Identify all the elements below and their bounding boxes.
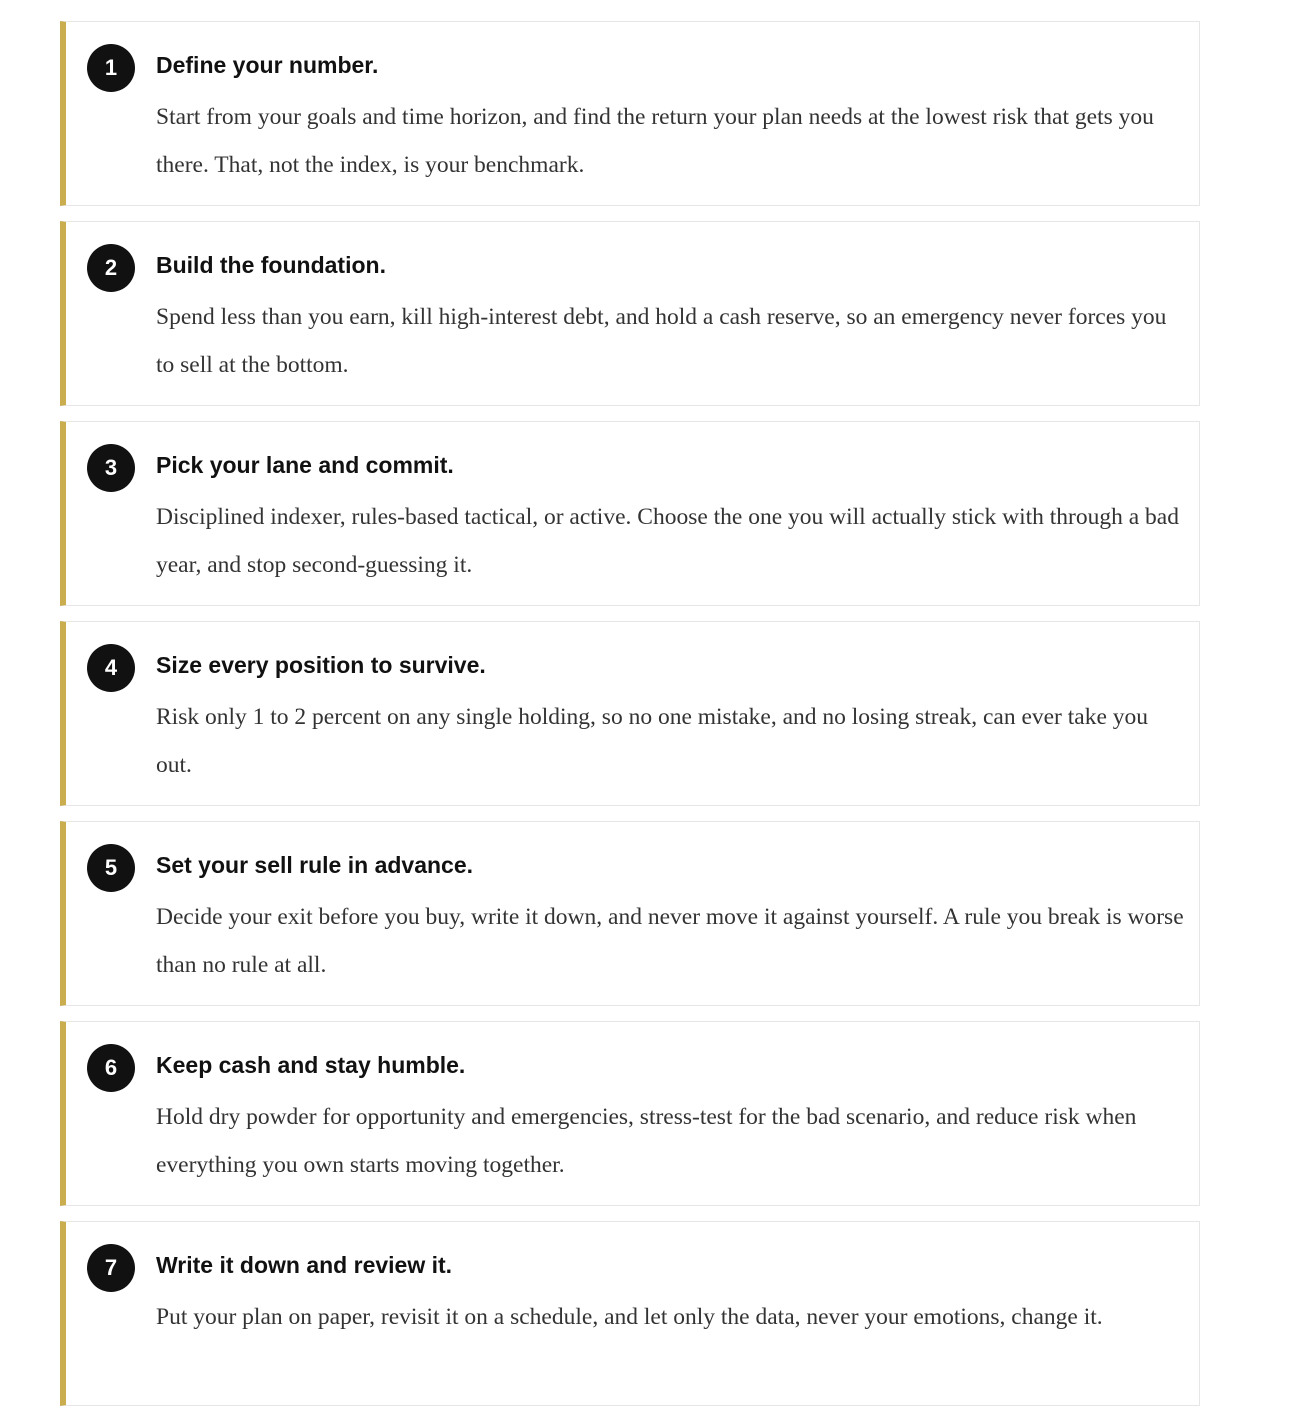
step-title: Pick your lane and commit. [156,452,454,478]
step-title: Build the foundation. [156,252,386,278]
step-description: Start from your goals and time horizon, and find the return your plan needs at the lowest risk that gets you there. That, not the index, is your benchmark. [156,104,1154,178]
step-number-badge: 1 [87,44,135,92]
step-title: Set your sell rule in advance. [156,852,474,878]
step-card-7 [60,1221,1200,1406]
step-card-4 [60,621,1200,806]
step-title: Size every position to survive. [156,652,486,678]
step-number-badge: 3 [87,444,135,492]
step-description: Risk only 1 to 2 percent on any single holding, so no one mistake, and no losing streak, can ever take you out. [156,704,1149,778]
step-description: Hold dry powder for opportunity and emergencies, stress-test for the bad scenario, and reduce risk when everything you own starts moving together. [156,1104,1137,1178]
step-description: Disciplined indexer, rules-based tactical, or active. Choose the one you will actually stick with through a bad year, and stop second-guessing it. [156,504,1179,578]
step-number-badge: 2 [87,244,135,292]
step-number-badge: 4 [87,644,135,692]
step-title: Define your number. [156,52,379,78]
step-description: Spend less than you earn, kill high-interest debt, and hold a cash reserve, so an emergency never forces you to sell at the bottom. [156,304,1167,378]
step-title: Write it down and review it. [156,1252,453,1278]
step-card-1 [60,21,1200,206]
step-number-badge: 7 [87,1244,135,1292]
step-title: Keep cash and stay humble. [156,1052,466,1078]
step-card-5 [60,821,1200,1006]
step-card-3 [60,421,1200,606]
step-number-badge: 6 [87,1044,135,1092]
step-description: Decide your exit before you buy, write it down, and never move it against yourself. A rule you break is worse than no rule at all. [156,904,1184,978]
step-card-2 [60,221,1200,406]
step-description: Put your plan on paper, revisit it on a schedule, and let only the data, never your emotions, change it. [156,1304,1103,1330]
steps-list [60,21,1200,1406]
step-card-6 [60,1021,1200,1206]
step-number-badge: 5 [87,844,135,892]
